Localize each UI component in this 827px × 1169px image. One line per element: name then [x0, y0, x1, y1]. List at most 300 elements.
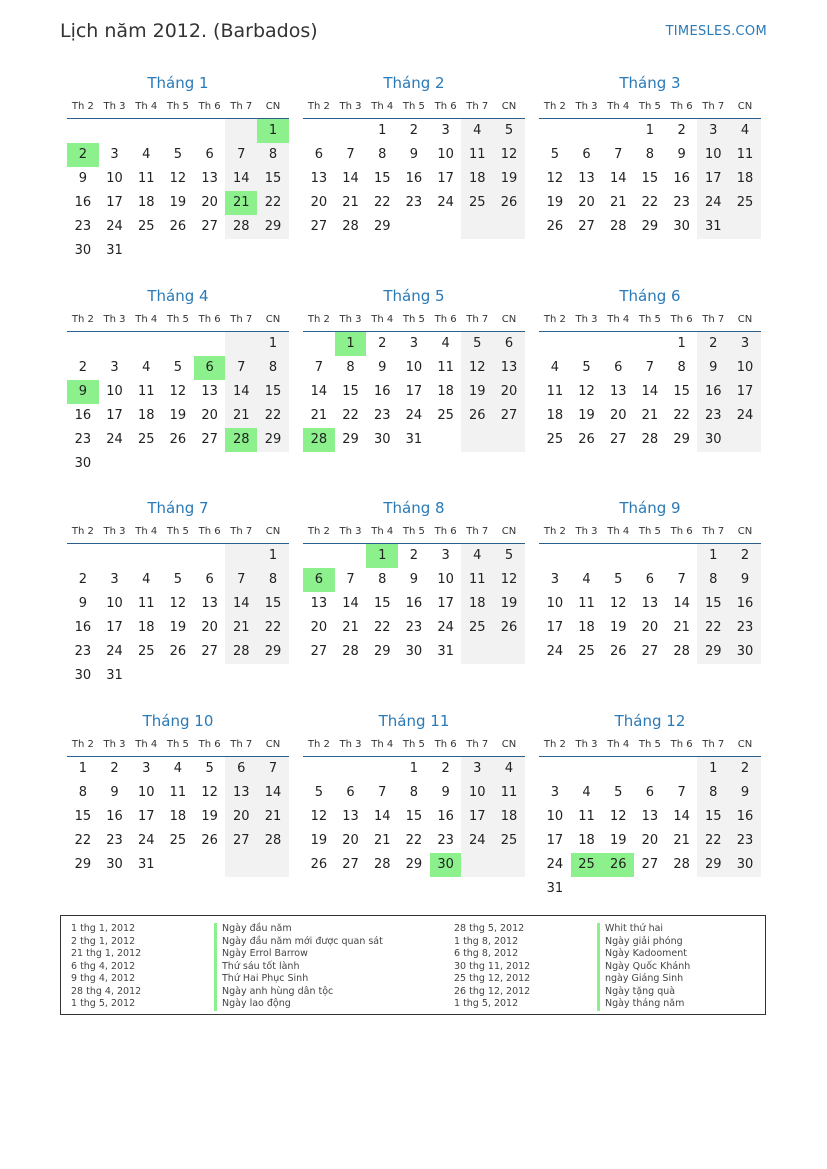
day-cell[interactable]: 17: [437, 171, 454, 186]
day-cell[interactable]: 7: [346, 147, 355, 162]
day-cell[interactable]: 17: [106, 408, 123, 423]
day-cell[interactable]: 9: [409, 147, 419, 162]
day-cell[interactable]: 12: [493, 568, 525, 592]
day-cell[interactable]: 8: [697, 568, 729, 592]
day-cell[interactable]: 10: [405, 360, 423, 375]
day-cell[interactable]: 22: [373, 620, 391, 635]
day-cell[interactable]: 26: [461, 404, 493, 428]
day-cell[interactable]: 27: [493, 404, 525, 428]
day-cell[interactable]: 25: [461, 191, 493, 215]
day-cell[interactable]: 15: [373, 596, 391, 611]
day-cell[interactable]: 31: [437, 644, 454, 659]
day-cell[interactable]: 23: [729, 829, 761, 853]
day-cell[interactable]: 11: [461, 143, 493, 167]
day-cell[interactable]: 21: [342, 620, 359, 635]
day-cell[interactable]: 4: [142, 572, 151, 587]
day-cell[interactable]: 18: [578, 620, 595, 635]
day-cell[interactable]: 29: [74, 857, 92, 872]
day-cell[interactable]: 4: [173, 761, 183, 776]
day-cell[interactable]: 5: [461, 332, 493, 356]
day-cell[interactable]: 21: [225, 404, 257, 428]
day-cell[interactable]: 1: [257, 544, 289, 568]
day-cell[interactable]: 13: [310, 596, 328, 611]
day-cell[interactable]: 30: [405, 644, 423, 659]
day-cell[interactable]: 16: [729, 592, 761, 616]
day-cell[interactable]: 6: [346, 785, 355, 800]
day-cell[interactable]: 21: [225, 616, 257, 640]
day-cell[interactable]: 16: [74, 195, 92, 210]
day-cell[interactable]: 19: [493, 167, 525, 191]
day-cell[interactable]: 13: [493, 356, 525, 380]
day-cell[interactable]: 26: [310, 857, 328, 872]
day-cell[interactable]: 9: [729, 568, 761, 592]
day-cell[interactable]: 27: [310, 219, 328, 234]
day-cell[interactable]: 15: [257, 380, 289, 404]
day-cell[interactable]: 6: [303, 568, 335, 592]
day-cell[interactable]: 12: [578, 384, 595, 399]
day-cell[interactable]: 11: [493, 781, 525, 805]
day-cell[interactable]: 18: [729, 167, 761, 191]
day-cell[interactable]: 5: [173, 147, 183, 162]
day-cell[interactable]: 29: [373, 219, 391, 234]
day-cell[interactable]: 15: [342, 384, 359, 399]
day-cell[interactable]: 29: [342, 432, 359, 447]
day-cell[interactable]: 14: [342, 171, 359, 186]
day-cell[interactable]: 30: [373, 432, 391, 447]
day-cell[interactable]: 14: [609, 171, 627, 186]
day-cell[interactable]: 8: [346, 360, 355, 375]
day-cell[interactable]: 25: [546, 432, 564, 447]
day-cell[interactable]: 18: [578, 833, 595, 848]
day-cell[interactable]: 2: [378, 336, 387, 351]
day-cell[interactable]: 19: [609, 620, 627, 635]
day-cell[interactable]: 30: [74, 243, 92, 258]
day-cell[interactable]: 30: [673, 219, 690, 234]
day-cell[interactable]: 10: [106, 384, 123, 399]
day-cell[interactable]: 30: [74, 668, 92, 683]
day-cell[interactable]: 25: [729, 191, 761, 215]
day-cell[interactable]: 28: [225, 640, 257, 664]
day-cell[interactable]: 8: [409, 785, 419, 800]
day-cell[interactable]: 28: [342, 644, 359, 659]
day-cell[interactable]: 13: [201, 384, 218, 399]
day-cell[interactable]: 12: [609, 809, 627, 824]
day-cell[interactable]: 10: [106, 171, 123, 186]
day-cell[interactable]: 28: [373, 857, 391, 872]
day-cell[interactable]: 2: [78, 572, 87, 587]
day-cell[interactable]: 22: [697, 829, 729, 853]
day-cell[interactable]: 27: [578, 219, 595, 234]
day-cell[interactable]: 13: [609, 384, 627, 399]
day-cell[interactable]: 23: [74, 644, 92, 659]
day-cell[interactable]: 4: [142, 147, 151, 162]
day-cell[interactable]: 26: [546, 219, 564, 234]
day-cell[interactable]: 17: [437, 596, 454, 611]
day-cell[interactable]: 9: [378, 360, 387, 375]
day-cell[interactable]: 4: [461, 544, 493, 568]
day-cell[interactable]: 17: [461, 805, 493, 829]
day-cell[interactable]: 9: [441, 785, 450, 800]
day-cell[interactable]: 23: [405, 195, 423, 210]
day-cell[interactable]: 20: [342, 833, 359, 848]
day-cell[interactable]: 7: [225, 356, 257, 380]
day-cell[interactable]: 23: [405, 620, 423, 635]
day-cell[interactable]: 22: [673, 408, 690, 423]
day-cell[interactable]: 9: [78, 596, 87, 611]
day-cell[interactable]: 2: [409, 123, 419, 138]
day-cell[interactable]: 17: [405, 384, 423, 399]
day-cell[interactable]: 20: [201, 195, 218, 210]
day-cell[interactable]: 3: [729, 332, 761, 356]
day-cell[interactable]: 16: [673, 171, 690, 186]
day-cell[interactable]: 14: [673, 596, 690, 611]
day-cell[interactable]: 1: [78, 761, 87, 776]
day-cell[interactable]: 7: [645, 360, 655, 375]
day-cell[interactable]: 28: [641, 432, 659, 447]
day-cell[interactable]: 4: [582, 785, 591, 800]
day-cell[interactable]: 15: [405, 809, 423, 824]
day-cell[interactable]: 2: [697, 332, 729, 356]
day-cell[interactable]: 22: [74, 833, 92, 848]
day-cell[interactable]: 19: [461, 380, 493, 404]
day-cell[interactable]: 2: [67, 143, 99, 167]
day-cell[interactable]: 8: [378, 572, 387, 587]
day-cell[interactable]: 6: [645, 785, 655, 800]
day-cell[interactable]: 30: [106, 857, 123, 872]
day-cell[interactable]: 3: [441, 123, 450, 138]
day-cell[interactable]: 28: [673, 644, 690, 659]
day-cell[interactable]: 11: [546, 384, 564, 399]
day-cell[interactable]: 19: [578, 408, 595, 423]
day-cell[interactable]: 7: [677, 572, 686, 587]
day-cell[interactable]: 6: [582, 147, 591, 162]
day-cell[interactable]: 25: [493, 829, 525, 853]
day-cell[interactable]: 1: [677, 336, 686, 351]
day-cell[interactable]: 25: [578, 644, 595, 659]
day-cell[interactable]: 20: [310, 620, 328, 635]
day-cell[interactable]: 11: [578, 596, 595, 611]
day-cell[interactable]: 17: [106, 620, 123, 635]
day-cell[interactable]: 5: [314, 785, 323, 800]
day-cell[interactable]: 12: [201, 785, 218, 800]
day-cell[interactable]: 8: [257, 356, 289, 380]
day-cell[interactable]: 17: [137, 809, 155, 824]
day-cell[interactable]: 12: [169, 171, 187, 186]
day-cell[interactable]: 20: [493, 380, 525, 404]
day-cell[interactable]: 14: [225, 380, 257, 404]
day-cell[interactable]: 18: [461, 592, 493, 616]
day-cell[interactable]: 6: [645, 572, 655, 587]
day-cell[interactable]: 3: [110, 147, 119, 162]
day-cell[interactable]: 3: [142, 761, 151, 776]
day-cell[interactable]: 25: [137, 219, 155, 234]
day-cell[interactable]: 25: [137, 644, 155, 659]
day-cell[interactable]: 20: [225, 805, 257, 829]
day-cell[interactable]: 21: [373, 833, 391, 848]
day-cell[interactable]: 11: [729, 143, 761, 167]
day-cell[interactable]: 6: [614, 360, 623, 375]
day-cell[interactable]: 15: [257, 592, 289, 616]
day-cell[interactable]: 27: [609, 432, 627, 447]
day-cell[interactable]: 29: [697, 853, 729, 877]
day-cell[interactable]: 22: [257, 616, 289, 640]
day-cell[interactable]: 26: [493, 191, 525, 215]
day-cell[interactable]: 28: [303, 428, 335, 452]
day-cell[interactable]: 14: [673, 809, 690, 824]
day-cell[interactable]: 15: [697, 592, 729, 616]
day-cell[interactable]: 1: [645, 123, 655, 138]
day-cell[interactable]: 24: [697, 191, 729, 215]
day-cell[interactable]: 24: [546, 857, 564, 872]
day-cell[interactable]: 1: [257, 332, 289, 356]
day-cell[interactable]: 25: [461, 616, 493, 640]
day-cell[interactable]: 3: [110, 360, 119, 375]
day-cell[interactable]: 19: [169, 620, 187, 635]
day-cell[interactable]: 14: [310, 384, 328, 399]
day-cell[interactable]: 11: [137, 596, 155, 611]
day-cell[interactable]: 24: [106, 432, 123, 447]
day-cell[interactable]: 6: [205, 572, 214, 587]
day-cell[interactable]: 3: [110, 572, 119, 587]
day-cell[interactable]: 8: [257, 568, 289, 592]
day-cell[interactable]: 8: [677, 360, 686, 375]
day-cell[interactable]: 17: [546, 833, 564, 848]
day-cell[interactable]: 17: [729, 380, 761, 404]
day-cell[interactable]: 10: [697, 143, 729, 167]
day-cell[interactable]: 21: [609, 195, 627, 210]
day-cell[interactable]: 18: [546, 408, 564, 423]
day-cell[interactable]: 22: [405, 833, 423, 848]
day-cell[interactable]: 15: [673, 384, 690, 399]
day-cell[interactable]: 15: [373, 171, 391, 186]
day-cell[interactable]: 18: [461, 167, 493, 191]
day-cell[interactable]: 11: [137, 171, 155, 186]
day-cell[interactable]: 8: [78, 785, 87, 800]
day-cell[interactable]: 8: [378, 147, 387, 162]
day-cell[interactable]: 10: [461, 781, 493, 805]
day-cell[interactable]: 18: [137, 195, 155, 210]
day-cell[interactable]: 24: [106, 644, 123, 659]
day-cell[interactable]: 29: [373, 644, 391, 659]
day-cell[interactable]: 23: [697, 404, 729, 428]
day-cell[interactable]: 23: [437, 833, 454, 848]
day-cell[interactable]: 19: [169, 195, 187, 210]
day-cell[interactable]: 13: [225, 781, 257, 805]
site-link[interactable]: TIMESLES.COM: [665, 24, 767, 39]
day-cell[interactable]: 4: [729, 119, 761, 143]
day-cell[interactable]: 27: [201, 219, 218, 234]
day-cell[interactable]: 9: [677, 147, 686, 162]
day-cell[interactable]: 6: [205, 147, 214, 162]
day-cell[interactable]: 30: [729, 853, 761, 877]
day-cell[interactable]: 2: [677, 123, 686, 138]
day-cell[interactable]: 5: [582, 360, 591, 375]
day-cell[interactable]: 13: [310, 171, 328, 186]
day-cell[interactable]: 11: [437, 360, 454, 375]
day-cell[interactable]: 20: [641, 833, 659, 848]
day-cell[interactable]: 13: [641, 596, 659, 611]
day-cell[interactable]: 10: [546, 596, 564, 611]
day-cell[interactable]: 16: [729, 805, 761, 829]
day-cell[interactable]: 8: [697, 781, 729, 805]
day-cell[interactable]: 14: [257, 781, 289, 805]
day-cell[interactable]: 19: [546, 195, 564, 210]
day-cell[interactable]: 13: [641, 809, 659, 824]
day-cell[interactable]: 2: [78, 360, 87, 375]
day-cell[interactable]: 11: [461, 568, 493, 592]
day-cell[interactable]: 20: [201, 408, 218, 423]
day-cell[interactable]: 24: [106, 219, 123, 234]
day-cell[interactable]: 18: [493, 805, 525, 829]
day-cell[interactable]: 22: [641, 195, 659, 210]
day-cell[interactable]: 1: [257, 119, 289, 143]
day-cell[interactable]: 18: [437, 384, 454, 399]
day-cell[interactable]: 1: [335, 332, 367, 356]
day-cell[interactable]: 3: [550, 572, 559, 587]
day-cell[interactable]: 2: [110, 761, 119, 776]
day-cell[interactable]: 15: [641, 171, 659, 186]
day-cell[interactable]: 12: [310, 809, 328, 824]
day-cell[interactable]: 27: [225, 829, 257, 853]
day-cell[interactable]: 26: [169, 219, 187, 234]
day-cell[interactable]: 3: [461, 757, 493, 781]
day-cell[interactable]: 19: [169, 408, 187, 423]
day-cell[interactable]: 26: [201, 833, 218, 848]
day-cell[interactable]: 16: [106, 809, 123, 824]
day-cell[interactable]: 22: [257, 191, 289, 215]
day-cell[interactable]: 29: [405, 857, 423, 872]
day-cell[interactable]: 29: [673, 432, 690, 447]
day-cell[interactable]: 26: [609, 644, 627, 659]
day-cell[interactable]: 24: [437, 195, 454, 210]
day-cell[interactable]: 21: [310, 408, 328, 423]
day-cell[interactable]: 5: [614, 785, 623, 800]
day-cell[interactable]: 31: [106, 668, 123, 683]
day-cell[interactable]: 30: [729, 640, 761, 664]
day-cell[interactable]: 7: [677, 785, 686, 800]
day-cell[interactable]: 7: [225, 568, 257, 592]
day-cell[interactable]: 31: [106, 243, 123, 258]
day-cell[interactable]: 24: [729, 404, 761, 428]
day-cell[interactable]: 2: [409, 548, 419, 563]
day-cell[interactable]: 24: [461, 829, 493, 853]
day-cell[interactable]: 20: [641, 620, 659, 635]
day-cell[interactable]: 1: [697, 757, 729, 781]
day-cell[interactable]: 29: [257, 428, 289, 452]
day-cell[interactable]: 10: [106, 596, 123, 611]
day-cell[interactable]: 9: [78, 171, 87, 186]
day-cell[interactable]: 28: [342, 219, 359, 234]
day-cell[interactable]: 5: [493, 119, 525, 143]
day-cell[interactable]: 11: [169, 785, 187, 800]
day-cell[interactable]: 4: [461, 119, 493, 143]
day-cell[interactable]: 6: [493, 332, 525, 356]
day-cell[interactable]: 23: [673, 195, 690, 210]
day-cell[interactable]: 6: [314, 147, 323, 162]
day-cell[interactable]: 10: [729, 356, 761, 380]
day-cell[interactable]: 19: [493, 592, 525, 616]
day-cell[interactable]: 4: [441, 336, 450, 351]
day-cell[interactable]: 25: [169, 833, 187, 848]
day-cell[interactable]: 10: [437, 572, 454, 587]
day-cell[interactable]: 4: [493, 757, 525, 781]
day-cell[interactable]: 30: [430, 853, 462, 877]
day-cell[interactable]: 12: [461, 356, 493, 380]
day-cell[interactable]: 21: [673, 833, 690, 848]
day-cell[interactable]: 20: [578, 195, 595, 210]
day-cell[interactable]: 16: [697, 380, 729, 404]
day-cell[interactable]: 25: [571, 853, 603, 877]
day-cell[interactable]: 9: [697, 356, 729, 380]
day-cell[interactable]: 23: [373, 408, 391, 423]
day-cell[interactable]: 5: [493, 544, 525, 568]
day-cell[interactable]: 2: [729, 757, 761, 781]
day-cell[interactable]: 16: [437, 809, 454, 824]
day-cell[interactable]: 15: [257, 167, 289, 191]
day-cell[interactable]: 26: [169, 644, 187, 659]
day-cell[interactable]: 31: [697, 215, 729, 239]
day-cell[interactable]: 6: [194, 356, 226, 380]
day-cell[interactable]: 29: [697, 640, 729, 664]
day-cell[interactable]: 6: [225, 757, 257, 781]
day-cell[interactable]: 3: [550, 785, 559, 800]
day-cell[interactable]: 14: [225, 167, 257, 191]
day-cell[interactable]: 16: [74, 408, 92, 423]
day-cell[interactable]: 4: [550, 360, 559, 375]
day-cell[interactable]: 17: [106, 195, 123, 210]
day-cell[interactable]: 30: [74, 456, 92, 471]
day-cell[interactable]: 31: [137, 857, 155, 872]
day-cell[interactable]: 4: [582, 572, 591, 587]
day-cell[interactable]: 11: [578, 809, 595, 824]
day-cell[interactable]: 29: [257, 640, 289, 664]
day-cell[interactable]: 29: [641, 219, 659, 234]
day-cell[interactable]: 7: [225, 143, 257, 167]
day-cell[interactable]: 9: [67, 380, 99, 404]
day-cell[interactable]: 28: [257, 829, 289, 853]
day-cell[interactable]: 22: [257, 404, 289, 428]
day-cell[interactable]: 7: [314, 360, 323, 375]
day-cell[interactable]: 13: [201, 171, 218, 186]
day-cell[interactable]: 12: [546, 171, 564, 186]
day-cell[interactable]: 16: [74, 620, 92, 635]
day-cell[interactable]: 14: [373, 809, 391, 824]
day-cell[interactable]: 7: [346, 572, 355, 587]
day-cell[interactable]: 1: [378, 123, 387, 138]
day-cell[interactable]: 17: [697, 167, 729, 191]
day-cell[interactable]: 2: [729, 544, 761, 568]
day-cell[interactable]: 16: [405, 596, 423, 611]
day-cell[interactable]: 13: [201, 596, 218, 611]
day-cell[interactable]: 21: [257, 805, 289, 829]
day-cell[interactable]: 22: [342, 408, 359, 423]
day-cell[interactable]: 18: [169, 809, 187, 824]
day-cell[interactable]: 24: [137, 833, 155, 848]
day-cell[interactable]: 14: [641, 384, 659, 399]
day-cell[interactable]: 23: [729, 616, 761, 640]
day-cell[interactable]: 27: [342, 857, 359, 872]
day-cell[interactable]: 3: [441, 548, 450, 563]
day-cell[interactable]: 3: [409, 336, 419, 351]
day-cell[interactable]: 5: [205, 761, 214, 776]
day-cell[interactable]: 12: [169, 384, 187, 399]
day-cell[interactable]: 26: [578, 432, 595, 447]
day-cell[interactable]: 26: [602, 853, 634, 877]
day-cell[interactable]: 21: [225, 191, 257, 215]
day-cell[interactable]: 14: [342, 596, 359, 611]
day-cell[interactable]: 13: [342, 809, 359, 824]
day-cell[interactable]: 27: [641, 644, 659, 659]
